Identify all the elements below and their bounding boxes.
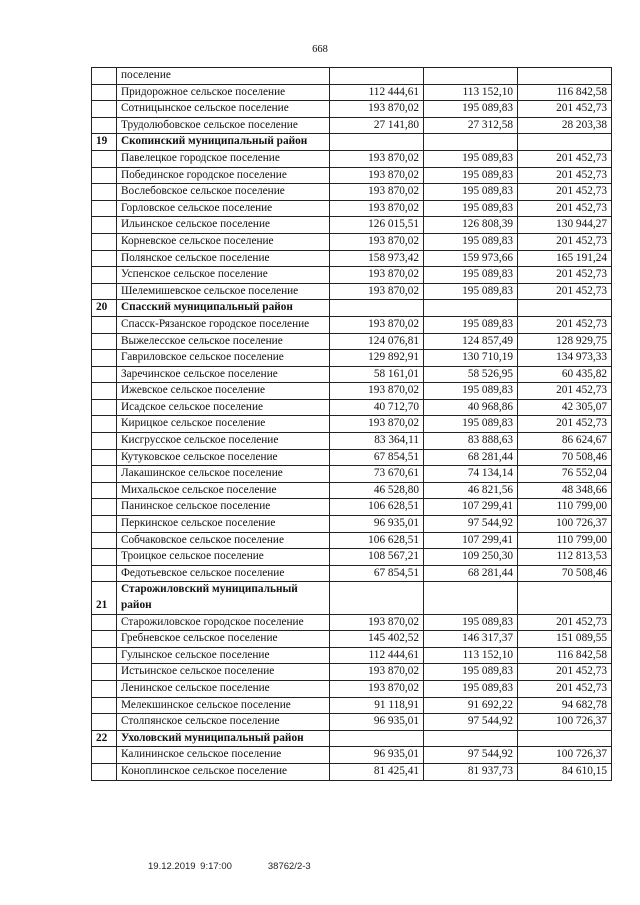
table-row: [92, 366, 612, 383]
value-col-2: 91 692,22: [424, 697, 518, 714]
value-col-2: 195 089,83: [424, 680, 518, 697]
table-row: [92, 631, 612, 648]
value-col-2: 195 089,83: [424, 200, 518, 217]
settlement-name: Корневское сельское поселение: [117, 233, 330, 250]
value-col-1: 193 870,02: [330, 233, 424, 250]
table-row: [92, 433, 612, 450]
value-col-2: 195 089,83: [424, 167, 518, 184]
table-row: [92, 200, 612, 217]
value-col-3: 48 348,66: [518, 482, 612, 499]
table-row: [92, 233, 612, 250]
settlement-name: Гулынское сельское поселение: [117, 647, 330, 664]
value-col-3: 201 452,73: [518, 383, 612, 400]
settlement-name: Побединское городское поселение: [117, 167, 330, 184]
value-col-3: 116 842,58: [518, 647, 612, 664]
value-col-2: 81 937,73: [424, 763, 518, 780]
settlement-name: Истьинское сельское поселение: [117, 664, 330, 681]
settlement-name: Ильинское сельское поселение: [117, 217, 330, 234]
value-col-1: 193 870,02: [330, 416, 424, 433]
district-title: Ухоловский муниципальный район: [117, 730, 330, 747]
value-col-3: 60 435,82: [518, 366, 612, 383]
value-col-1: 46 528,80: [330, 482, 424, 499]
settlement-name: Придорожное сельское поселение: [117, 84, 330, 101]
settlement-name: Выжелесское сельское поселение: [117, 333, 330, 350]
value-col-1: 112 444,61: [330, 84, 424, 101]
table-row: [92, 350, 612, 367]
value-col-1: 83 364,11: [330, 433, 424, 450]
table-row: [92, 250, 612, 267]
value-col-3: 201 452,73: [518, 167, 612, 184]
district-number: 19: [92, 134, 117, 151]
settlement-name: Собчаковское сельское поселение: [117, 532, 330, 549]
value-col-1: 96 935,01: [330, 516, 424, 533]
value-col-3: 201 452,73: [518, 416, 612, 433]
value-col-2: 124 857,49: [424, 333, 518, 350]
value-col-1: 67 854,51: [330, 565, 424, 582]
value-col-1: 126 015,51: [330, 217, 424, 234]
value-col-1: 193 870,02: [330, 383, 424, 400]
value-col-1: 106 628,51: [330, 532, 424, 549]
value-col-3: 42 305,07: [518, 399, 612, 416]
value-col-3: 201 452,73: [518, 283, 612, 300]
value-col-3: 116 842,58: [518, 84, 612, 101]
table-row: [92, 763, 612, 780]
table-row: [92, 333, 612, 350]
value-col-2: 195 089,83: [424, 150, 518, 167]
value-col-3: 130 944,27: [518, 217, 612, 234]
value-col-2: 195 089,83: [424, 316, 518, 333]
value-col-1: 96 935,01: [330, 714, 424, 731]
value-col-2: 113 152,10: [424, 84, 518, 101]
value-col-2: 195 089,83: [424, 416, 518, 433]
value-col-1: 58 161,01: [330, 366, 424, 383]
value-col-2: 97 544,92: [424, 516, 518, 533]
table-row: [92, 68, 612, 85]
value-col-3: 28 203,38: [518, 117, 612, 134]
value-col-2: 195 089,83: [424, 664, 518, 681]
table-row: [92, 150, 612, 167]
value-col-3: 165 191,24: [518, 250, 612, 267]
table-row: [92, 383, 612, 400]
settlement-name: Мелекшинское сельское поселение: [117, 697, 330, 714]
district-row: [92, 730, 612, 747]
settlement-name: Трудолюбовское сельское поселение: [117, 117, 330, 134]
value-col-2: 195 089,83: [424, 267, 518, 284]
table-row: [92, 565, 612, 582]
settlement-name: Полянское сельское поселение: [117, 250, 330, 267]
district-title: Спасский муниципальный район: [117, 300, 330, 317]
value-col-1: 27 141,80: [330, 117, 424, 134]
value-col-2: 83 888,63: [424, 433, 518, 450]
value-col-2: 97 544,92: [424, 714, 518, 731]
value-col-1: 193 870,02: [330, 316, 424, 333]
district-row: [92, 300, 612, 317]
settlement-name: Столпянское сельское поселение: [117, 714, 330, 731]
value-col-3: 201 452,73: [518, 101, 612, 118]
settlement-name: Перкинское сельское поселение: [117, 516, 330, 533]
settlement-name: Сотницынское сельское поселение: [117, 101, 330, 118]
value-col-2: 195 089,83: [424, 184, 518, 201]
district-number: 21: [92, 582, 117, 614]
value-col-3: 76 552,04: [518, 466, 612, 483]
value-col-3: 201 452,73: [518, 150, 612, 167]
district-row: [92, 582, 612, 614]
settlement-name: Успенское сельское поселение: [117, 267, 330, 284]
value-col-3: 84 610,15: [518, 763, 612, 780]
value-col-1: 106 628,51: [330, 499, 424, 516]
value-col-3: 70 508,46: [518, 565, 612, 582]
value-col-2: 74 134,14: [424, 466, 518, 483]
value-col-3: 201 452,73: [518, 664, 612, 681]
value-col-3: 201 452,73: [518, 233, 612, 250]
settlement-name: Коноплинское сельское поселение: [117, 763, 330, 780]
table-row: [92, 184, 612, 201]
table-row: [92, 399, 612, 416]
value-col-1: 96 935,01: [330, 747, 424, 764]
table-row: [92, 549, 612, 566]
settlement-name: Кирицкое сельское поселение: [117, 416, 330, 433]
settlement-funding-table: [91, 67, 612, 781]
table-row: [92, 516, 612, 533]
value-col-2: 46 821,56: [424, 482, 518, 499]
value-col-3: 201 452,73: [518, 267, 612, 284]
settlement-name: Ленинское сельское поселение: [117, 680, 330, 697]
settlement-name: Гавриловское сельское поселение: [117, 350, 330, 367]
settlement-name: Исадское сельское поселение: [117, 399, 330, 416]
value-col-2: 68 281,44: [424, 565, 518, 582]
table-row: [92, 680, 612, 697]
value-col-2: 195 089,83: [424, 383, 518, 400]
table-row: [92, 416, 612, 433]
value-col-3: 100 726,37: [518, 714, 612, 731]
value-col-3: 201 452,73: [518, 680, 612, 697]
value-col-1: 129 892,91: [330, 350, 424, 367]
value-col-3: 201 452,73: [518, 614, 612, 631]
page-number: 668: [312, 44, 328, 55]
settlement-name: Ижевское сельское поселение: [117, 383, 330, 400]
value-col-2: 126 808,39: [424, 217, 518, 234]
settlement-name: Горловское сельское поселение: [117, 200, 330, 217]
value-col-3: 110 799,00: [518, 499, 612, 516]
value-col-2: 195 089,83: [424, 101, 518, 118]
settlement-name: Калининское сельское поселение: [117, 747, 330, 764]
table-row: [92, 84, 612, 101]
value-col-2: 146 317,37: [424, 631, 518, 648]
value-col-3: 70 508,46: [518, 449, 612, 466]
value-col-3: 112 813,53: [518, 549, 612, 566]
settlement-name: Гребневское сельское поселение: [117, 631, 330, 648]
value-col-1: 40 712,70: [330, 399, 424, 416]
table-row: [92, 316, 612, 333]
settlement-name: поселение: [117, 68, 330, 85]
table-row: [92, 466, 612, 483]
district-title: Старожиловский муниципальный район: [117, 582, 330, 614]
table-row: [92, 449, 612, 466]
value-col-3: 110 799,00: [518, 532, 612, 549]
table-row: [92, 532, 612, 549]
print-datetime: 19.12.2019 9:17:00: [148, 861, 232, 872]
value-col-3: 201 452,73: [518, 316, 612, 333]
value-col-1: 193 870,02: [330, 680, 424, 697]
table-row: [92, 101, 612, 118]
value-col-1: 193 870,02: [330, 167, 424, 184]
settlement-name: Павелецкое городское поселение: [117, 150, 330, 167]
value-col-1: 193 870,02: [330, 150, 424, 167]
table-body: [92, 68, 612, 781]
value-col-1: 145 402,52: [330, 631, 424, 648]
value-col-1: 91 118,91: [330, 697, 424, 714]
value-col-2: 130 710,19: [424, 350, 518, 367]
value-col-3: 134 973,33: [518, 350, 612, 367]
table-row: [92, 499, 612, 516]
value-col-1: 193 870,02: [330, 101, 424, 118]
value-col-1: 112 444,61: [330, 647, 424, 664]
table-row: [92, 714, 612, 731]
settlement-name: Лакашинское сельское поселение: [117, 466, 330, 483]
value-col-1: 193 870,02: [330, 267, 424, 284]
district-number: 20: [92, 300, 117, 317]
value-col-1: 67 854,51: [330, 449, 424, 466]
settlement-name: Кутуковское сельское поселение: [117, 449, 330, 466]
value-col-2: 107 299,41: [424, 499, 518, 516]
table-row: [92, 117, 612, 134]
table-row: [92, 747, 612, 764]
value-col-3: 94 682,78: [518, 697, 612, 714]
district-row: [92, 134, 612, 151]
value-col-2: 97 544,92: [424, 747, 518, 764]
table-row: [92, 283, 612, 300]
table-row: [92, 482, 612, 499]
value-col-1: 193 870,02: [330, 614, 424, 631]
table-row: [92, 167, 612, 184]
document-id: 38762/2-3: [267, 861, 311, 872]
value-col-2: 113 152,10: [424, 647, 518, 664]
table-row: [92, 697, 612, 714]
settlement-name: Михальское сельское поселение: [117, 482, 330, 499]
value-col-1: 193 870,02: [330, 200, 424, 217]
settlement-name: Кисгрусское сельское поселение: [117, 433, 330, 450]
value-col-3: 128 929,75: [518, 333, 612, 350]
value-col-3: 201 452,73: [518, 200, 612, 217]
table-row: [92, 267, 612, 284]
value-col-2: 107 299,41: [424, 532, 518, 549]
value-col-2: 109 250,30: [424, 549, 518, 566]
value-col-2: 68 281,44: [424, 449, 518, 466]
value-col-3: 100 726,37: [518, 747, 612, 764]
settlement-name: Троицкое сельское поселение: [117, 549, 330, 566]
value-col-1: 124 076,81: [330, 333, 424, 350]
value-col-2: 27 312,58: [424, 117, 518, 134]
page-footer: [148, 861, 311, 872]
district-title: Скопинский муниципальный район: [117, 134, 330, 151]
value-col-2: 195 089,83: [424, 614, 518, 631]
value-col-3: 201 452,73: [518, 184, 612, 201]
table-row: [92, 614, 612, 631]
value-col-1: 158 973,42: [330, 250, 424, 267]
value-col-2: 195 089,83: [424, 283, 518, 300]
settlement-name: Шелемишевское сельское поселение: [117, 283, 330, 300]
settlement-name: Панинское сельское поселение: [117, 499, 330, 516]
table-row: [92, 647, 612, 664]
settlement-name: Заречинское сельское поселение: [117, 366, 330, 383]
value-col-2: 40 968,86: [424, 399, 518, 416]
value-col-3: 86 624,67: [518, 433, 612, 450]
value-col-1: 108 567,21: [330, 549, 424, 566]
value-col-2: 159 973,66: [424, 250, 518, 267]
value-col-3: 151 089,55: [518, 631, 612, 648]
value-col-1: 193 870,02: [330, 664, 424, 681]
value-col-2: 195 089,83: [424, 233, 518, 250]
value-col-3: 100 726,37: [518, 516, 612, 533]
settlement-name: Старожиловское городское поселение: [117, 614, 330, 631]
value-col-1: 81 425,41: [330, 763, 424, 780]
settlement-name: Вослебовское сельское поселение: [117, 184, 330, 201]
value-col-1: 193 870,02: [330, 283, 424, 300]
district-number: 22: [92, 730, 117, 747]
value-col-2: 58 526,95: [424, 366, 518, 383]
table-row: [92, 217, 612, 234]
table-row: [92, 664, 612, 681]
settlement-name: Спасск-Рязанское городское поселение: [117, 316, 330, 333]
settlement-name: Федотьевское сельское поселение: [117, 565, 330, 582]
value-col-1: 73 670,61: [330, 466, 424, 483]
value-col-1: 193 870,02: [330, 184, 424, 201]
